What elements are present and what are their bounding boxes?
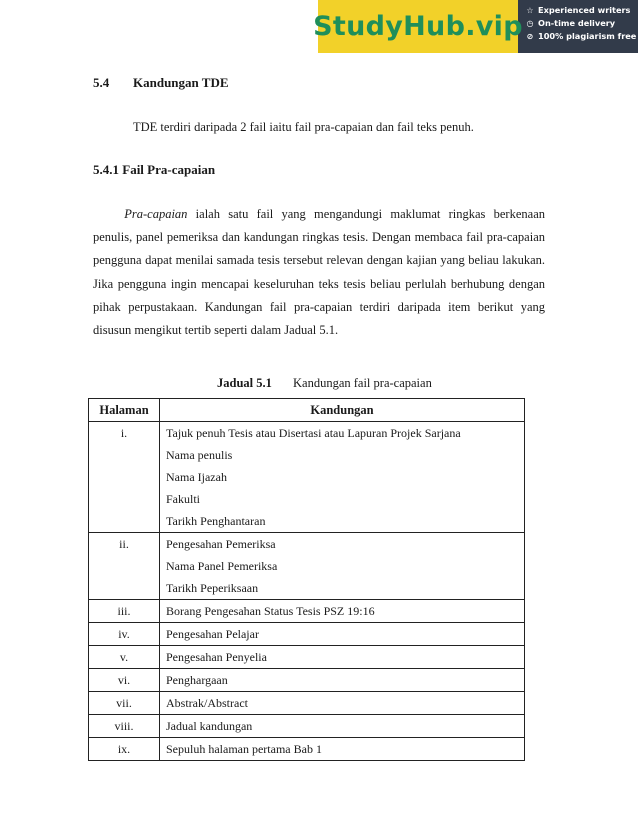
content-item: Pengesahan Pelajar <box>166 627 259 641</box>
content-cell <box>160 692 525 715</box>
banner-feature <box>525 5 636 15</box>
content-cell <box>160 646 525 669</box>
content-item: Abstrak/Abstract <box>166 696 248 710</box>
table-caption-text: Kandungan fail pra-capaian <box>293 376 432 390</box>
content-item: Sepuluh halaman pertama Bab 1 <box>166 742 322 756</box>
banner-feature-list <box>518 0 636 53</box>
header-kandungan: Kandungan <box>160 399 525 422</box>
table-row <box>89 623 525 646</box>
table-row <box>89 533 525 600</box>
content-item: Jadual kandungan <box>166 719 253 733</box>
content-cell <box>160 738 525 761</box>
content-item: Penghargaan <box>166 673 228 687</box>
table-row <box>89 692 525 715</box>
page-cell: vi. <box>89 669 160 692</box>
page-cell: viii. <box>89 715 160 738</box>
banner-feature-text: 100% plagiarism free <box>538 31 637 41</box>
star-icon: ☆ <box>526 5 534 15</box>
table-row <box>89 422 525 533</box>
content-item: Nama Ijazah <box>166 470 227 484</box>
page-cell: ii. <box>89 533 160 600</box>
page-cell: i. <box>89 422 160 533</box>
content-cell <box>160 422 525 533</box>
content-item: Pengesahan Pemeriksa <box>166 537 276 551</box>
page-cell: iv. <box>89 623 160 646</box>
table-caption <box>217 376 432 391</box>
table-row <box>89 646 525 669</box>
content-item: Nama penulis <box>166 448 233 462</box>
content-item: Tarikh Penghantaran <box>166 514 266 528</box>
table-caption-label: Jadual 5.1 <box>217 376 272 390</box>
content-cell <box>160 715 525 738</box>
content-cell <box>160 533 525 600</box>
table-row <box>89 738 525 761</box>
paragraph-text: ialah satu fail yang mengandungi maklumat ringkas berkenaan penulis, panel pemeriksa dan kandungan ringkas tesis. Dengan membaca fail pra-capaian pengguna dapat menilai samada tesis tersebut relevan dengan kajian yang beliau lakukan. Jika pengguna ingin mencapai keseluruhan teks tesis beliau perlulah berhubung dengan pihak perpustakaan. Kandungan fail pra-capaian terdiri daripada item berikut yang disusun mengikut tertib seperti dalam Jadual 5.1. <box>93 207 545 338</box>
shield-icon: ⊘ <box>526 31 534 41</box>
section-title: Kandungan TDE <box>133 75 229 90</box>
body-paragraph <box>93 203 545 342</box>
content-item: Fakulti <box>166 492 201 506</box>
content-item: Tajuk penuh Tesis atau Disertasi atau Lapuran Projek Sarjana <box>166 426 461 440</box>
content-item: Pengesahan Penyelia <box>166 650 267 664</box>
page-cell: iii. <box>89 600 160 623</box>
content-cell <box>160 623 525 646</box>
section-heading <box>93 75 229 91</box>
content-item: Tarikh Peperiksaan <box>166 581 259 595</box>
studyhub-logo[interactable]: StudyHub.vip <box>318 0 518 53</box>
header-halaman: Halaman <box>89 399 160 422</box>
section-number: 5.4 <box>93 75 110 90</box>
table-row <box>89 669 525 692</box>
banner-feature-text: Experienced writers <box>538 5 631 15</box>
page-cell: vii. <box>89 692 160 715</box>
banner-feature-text: On-time delivery <box>538 18 616 28</box>
banner-feature <box>525 31 636 41</box>
page-cell: ix. <box>89 738 160 761</box>
studyhub-banner[interactable] <box>313 0 638 53</box>
contents-table <box>88 398 525 761</box>
table-row <box>89 715 525 738</box>
banner-feature <box>525 18 636 28</box>
section-intro: TDE terdiri daripada 2 fail iaitu fail pra-capaian dan fail teks penuh. <box>133 120 474 134</box>
clock-icon: ◷ <box>526 18 534 28</box>
lead-term: Pra-capaian <box>124 207 188 221</box>
content-item: Nama Panel Pemeriksa <box>166 559 278 573</box>
content-cell <box>160 669 525 692</box>
page-cell: v. <box>89 646 160 669</box>
subsection-heading: 5.4.1 Fail Pra-capaian <box>93 162 216 177</box>
table-header-row <box>89 399 525 422</box>
content-cell <box>160 600 525 623</box>
table-row <box>89 600 525 623</box>
content-item: Borang Pengesahan Status Tesis PSZ 19:16 <box>166 604 375 618</box>
